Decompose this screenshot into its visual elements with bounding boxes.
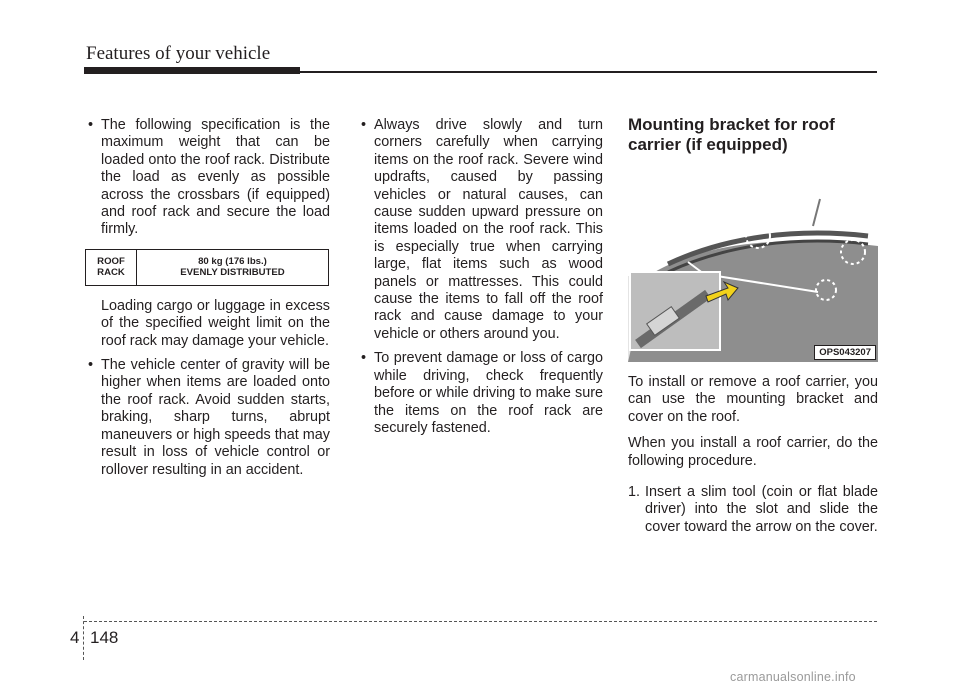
step-text: Insert a slim tool (coin or flat blade driver) into the slot and slide the cover toward the arrow on the cover. [645, 484, 878, 535]
spec-label-line-1: ROOF [97, 255, 125, 267]
header-rule [84, 71, 877, 73]
bullet-text: Always drive slowly and turn corners carefully when carrying items on the roof rack. Severe wind updrafts, caused by passing vehicles or natural causes, can cause sudden upward pressure on items loaded on the roof rack. This is especially true when carrying large, flat items such as wood panels or mattresses. This could cause the items to fall off the roof rack and cause damage to your vehicle or others around you. [374, 117, 603, 342]
bullet-text: The following specification is the maximum weight that can be loaded onto the roof rack. Distribute the load as evenly as possible across the crossbars (if equipped) and roof rack and secure the load firmly. [101, 117, 330, 238]
section-title: Mounting bracket for roof carrier (if equipped) [628, 115, 835, 154]
spec-value-line-2: EVENLY DISTRIBUTED [180, 267, 285, 279]
column-right [628, 117, 878, 536]
procedure-intro-paragraph: When you install a roof carrier, do the following procedure. [628, 435, 878, 469]
page-header-title: Features of your vehicle [86, 43, 271, 64]
footer-rule [84, 621, 877, 622]
bullet-dot: • [88, 117, 94, 133]
spec-label-line-2: RACK [97, 267, 125, 279]
step-number: 1. [628, 484, 641, 501]
bullet-item [84, 117, 330, 239]
bullet-item [357, 117, 603, 343]
page-number: 148 [90, 628, 119, 647]
site-watermark: carmanualsonline.info [730, 670, 856, 684]
footer-separator [83, 616, 84, 660]
column-left [84, 117, 330, 486]
install-intro-paragraph: To install or remove a roof carrier, you can use the mounting bracket and cover on the roof. [628, 374, 878, 425]
bullet-dot: • [88, 357, 94, 374]
bullet-dot: • [361, 350, 367, 367]
roof-rack-spec-table [85, 249, 329, 286]
bullet-item [357, 350, 603, 437]
bullet-item [84, 357, 330, 479]
column-middle [357, 117, 603, 444]
roof-carrier-bracket-illustration [628, 164, 878, 362]
spec-value-line-1: 80 kg (176 lbs.) [198, 255, 267, 267]
bullet-dot: • [361, 117, 367, 133]
spec-table-row-label [86, 249, 137, 285]
bullet-text: To prevent damage or loss of cargo while driving, check frequently before or while driving to make sure the items on the roof rack are securely fastened. [374, 350, 603, 436]
figure-caption: OPS043207 [814, 345, 876, 360]
overload-warning-paragraph: Loading cargo or luggage in excess of the specified weight limit on the roof rack may damage your vehicle. [101, 297, 330, 349]
roof-illustration-graphic [628, 164, 878, 362]
chapter-number: 4 [70, 628, 80, 647]
spec-table-value [137, 249, 329, 285]
procedure-step [628, 484, 878, 536]
bullet-text: The vehicle center of gravity will be higher when items are loaded onto the roof rack. Avoid sudden starts, braking, sharp turns, abrupt maneuvers or high speeds that may result in loss of vehicle control or rollover resulting in an accident. [101, 357, 330, 478]
